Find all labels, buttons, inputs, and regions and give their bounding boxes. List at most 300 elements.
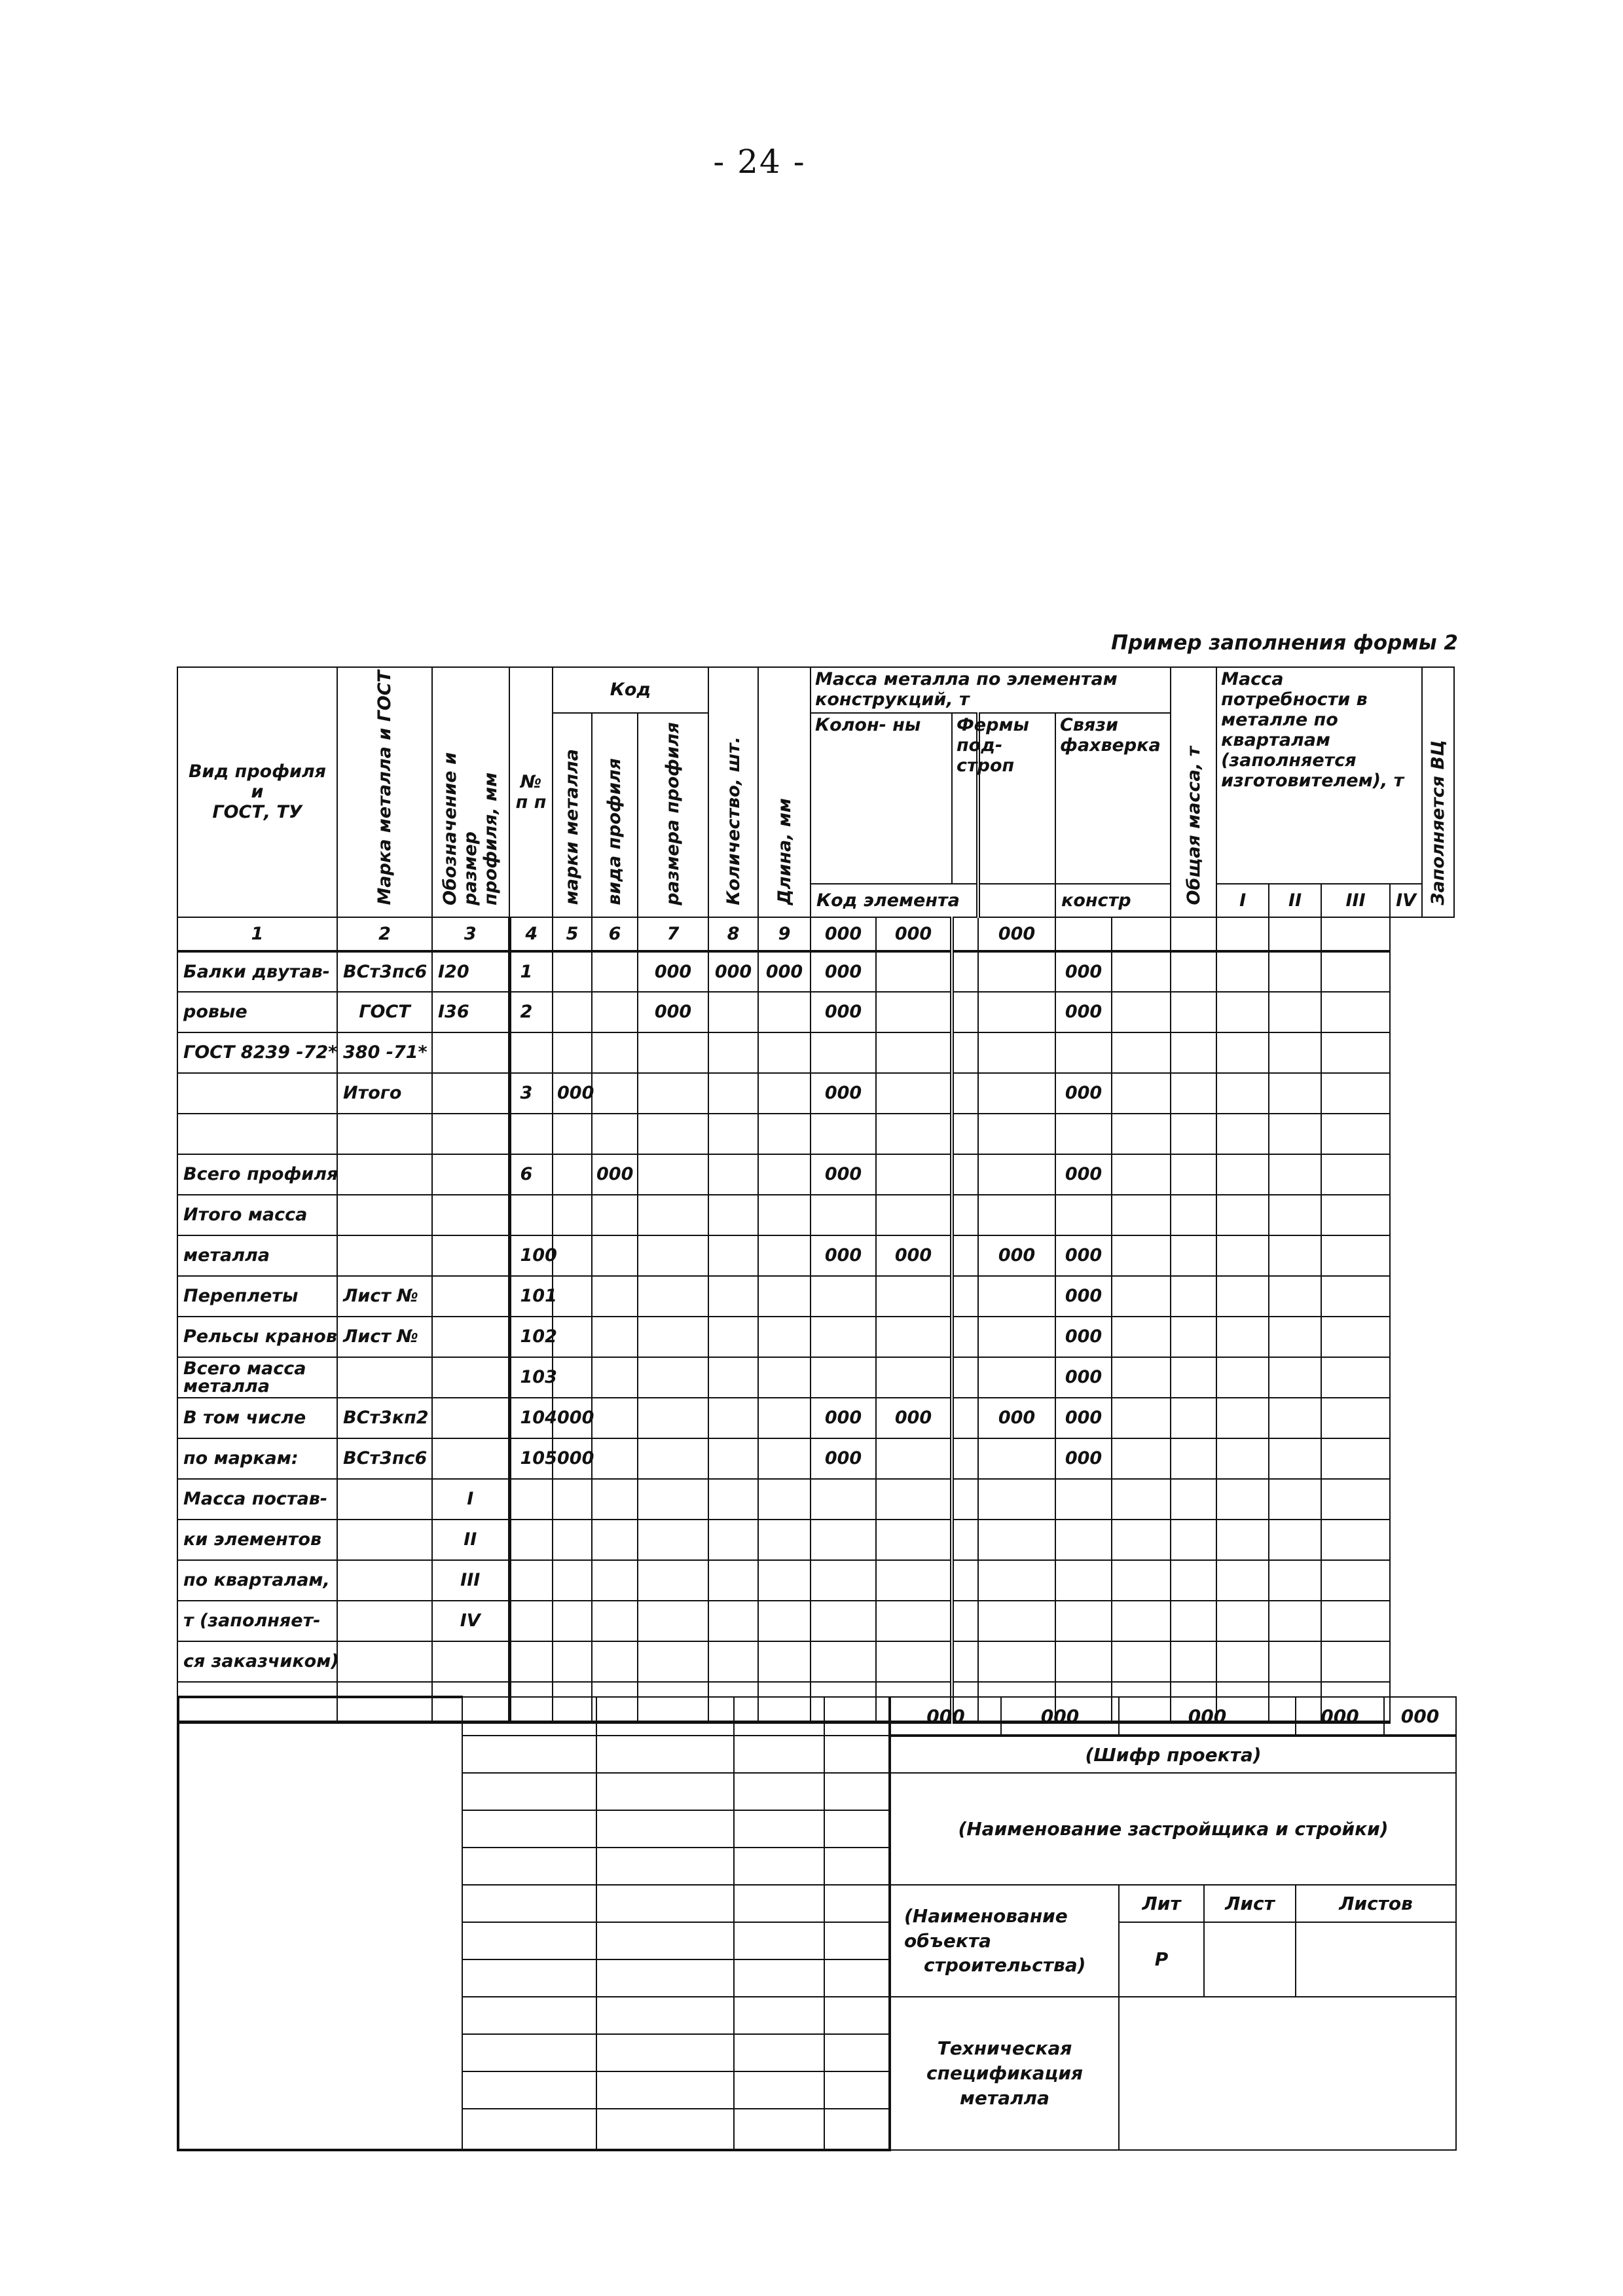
- change-cell: [734, 1959, 824, 1997]
- cell: [708, 1601, 758, 1641]
- table-row: [177, 1235, 1454, 1276]
- cell-total: 000: [1055, 1235, 1112, 1276]
- change-cell: [824, 2034, 890, 2071]
- cell: [1269, 951, 1321, 992]
- break-gap: [952, 992, 978, 1032]
- cell: [758, 1438, 811, 1479]
- cell: [708, 1195, 758, 1235]
- cell: [509, 1560, 553, 1601]
- header-quantity: Количество, шт.: [708, 667, 758, 917]
- cell: [432, 1317, 509, 1357]
- header-steel-grade: Марка металла и ГОСТ: [337, 667, 432, 917]
- cell: [758, 1073, 811, 1114]
- quarter-label: III: [432, 1560, 509, 1601]
- cell: [1321, 951, 1390, 992]
- break-gap: [952, 1520, 978, 1560]
- col-num: [1171, 917, 1216, 951]
- col-num: 000: [978, 917, 1055, 951]
- cell: [1216, 951, 1269, 992]
- break-gap: [952, 1032, 978, 1073]
- cell-metal-code: 000: [553, 1073, 592, 1114]
- row-label: Переплеты: [177, 1276, 337, 1317]
- cell: [758, 1317, 811, 1357]
- header-code-group: Код: [553, 667, 708, 713]
- cell: [978, 1195, 1055, 1235]
- cell: [1269, 1641, 1321, 1682]
- cell-columns: 000: [811, 1398, 876, 1438]
- steel-grade: Лист №: [337, 1317, 432, 1357]
- change-cell: [824, 2071, 890, 2109]
- change-cell: [824, 1773, 890, 1810]
- cell: [708, 1114, 758, 1154]
- cell: [592, 1195, 638, 1235]
- cell: [708, 1032, 758, 1073]
- table-row: [177, 1195, 1454, 1235]
- cell: [1269, 1520, 1321, 1560]
- cell: [1216, 992, 1269, 1032]
- cell: [811, 1641, 876, 1682]
- cell: [978, 1114, 1055, 1154]
- cell: [1112, 1438, 1171, 1479]
- cell: [876, 1154, 952, 1195]
- list-value: [1204, 1922, 1296, 1997]
- cell-total: 000: [1055, 1398, 1112, 1438]
- table-row: [177, 1317, 1454, 1357]
- cell: [432, 1154, 509, 1195]
- cell: [876, 1114, 952, 1154]
- cell: [1216, 1601, 1269, 1641]
- change-cell: [596, 1848, 734, 1885]
- cell: [553, 1641, 592, 1682]
- cell: [592, 951, 638, 992]
- cell-quantity: 000: [708, 951, 758, 992]
- cell: [592, 992, 638, 1032]
- cell: [1171, 951, 1216, 992]
- header-q3: III: [1321, 884, 1390, 917]
- cell: [1171, 1398, 1216, 1438]
- row-label: по маркам:: [177, 1438, 337, 1479]
- cell: [592, 1032, 638, 1073]
- cell-columns: 000: [811, 1154, 876, 1195]
- cell: [876, 1438, 952, 1479]
- quarter-label: I: [432, 1479, 509, 1520]
- header-profile-kind-line1: Вид профиля: [188, 761, 327, 782]
- header-total-mass: Общая масса, т: [1171, 667, 1216, 917]
- cell: [1269, 1032, 1321, 1073]
- cell: [978, 1560, 1055, 1601]
- cell: [638, 1520, 708, 1560]
- change-cell: [596, 1697, 734, 1736]
- cell-total: 000: [1055, 1276, 1112, 1317]
- cell: [638, 1641, 708, 1682]
- change-cell: [596, 1773, 734, 1810]
- cell: [592, 1601, 638, 1641]
- spec-title: [890, 1997, 1119, 2150]
- cell: [509, 1032, 553, 1073]
- cell: [592, 1235, 638, 1276]
- cell: [1055, 1479, 1112, 1520]
- cell: [1171, 1479, 1216, 1520]
- break-gap: [952, 1154, 978, 1195]
- cell: [1112, 1154, 1171, 1195]
- change-cell: [596, 1922, 734, 1959]
- cell: [1321, 1357, 1390, 1398]
- cell: [1112, 1560, 1171, 1601]
- cell-total: 000: [1055, 1154, 1112, 1195]
- cell: [638, 1317, 708, 1357]
- cell: [1321, 1479, 1390, 1520]
- change-cell: [596, 2109, 734, 2150]
- header-code-kind: вида профиля: [592, 713, 638, 917]
- cell: [553, 1032, 592, 1073]
- change-cell: [824, 1848, 890, 1885]
- cell: [509, 1641, 553, 1682]
- cell: [708, 1073, 758, 1114]
- cell-columns: 000: [811, 1438, 876, 1479]
- break-gap: [952, 951, 978, 992]
- cell: [978, 992, 1055, 1032]
- break-gap: [952, 1235, 978, 1276]
- lit-value: Р: [1119, 1922, 1204, 1997]
- header-profile-kind-line3: ГОСТ, ТУ: [212, 802, 302, 823]
- cell: [978, 1276, 1055, 1317]
- col-num: [1112, 917, 1171, 951]
- cell-trusses: 000: [876, 1235, 952, 1276]
- cell: [592, 1438, 638, 1479]
- cell: [1216, 1398, 1269, 1438]
- cell: [1216, 1641, 1269, 1682]
- row-number: 6: [509, 1154, 553, 1195]
- cell-trusses: 000: [876, 1398, 952, 1438]
- list-header: Лист: [1204, 1885, 1296, 1922]
- page-number: - 24 -: [713, 143, 806, 181]
- cell: [708, 1520, 758, 1560]
- table-row: [177, 1560, 1454, 1601]
- cell: [638, 1073, 708, 1114]
- header-element-code: Код элемента: [811, 884, 978, 917]
- row-label: по кварталам,: [177, 1560, 337, 1601]
- cell: [1269, 1195, 1321, 1235]
- cell: [758, 1235, 811, 1276]
- cell: [1216, 1520, 1269, 1560]
- organization-cell: [1119, 1997, 1456, 2150]
- cell: [1171, 992, 1216, 1032]
- cell-columns: 000: [811, 992, 876, 1032]
- cell: [978, 1317, 1055, 1357]
- row-number: 2: [509, 992, 553, 1032]
- col-num: [1055, 917, 1112, 951]
- cell: [1269, 1317, 1321, 1357]
- change-cell: [462, 1997, 596, 2034]
- change-cell: [462, 1922, 596, 1959]
- change-cell: [462, 1885, 596, 1922]
- header-code-size: размера профиля: [638, 713, 708, 917]
- cell: [811, 1114, 876, 1154]
- example-caption: Пример заполнения формы 2: [1111, 631, 1458, 655]
- cell: [1112, 1641, 1171, 1682]
- change-cell: [462, 1959, 596, 1997]
- change-cell: [596, 1736, 734, 1773]
- cell: [553, 951, 592, 992]
- cell: [553, 1114, 592, 1154]
- cell: [553, 1601, 592, 1641]
- cell: [708, 992, 758, 1032]
- cell: [1216, 1479, 1269, 1520]
- change-cell: [734, 1697, 824, 1736]
- table-row: [177, 1398, 1454, 1438]
- metal-specification-table: [177, 666, 1455, 1724]
- row-label-line1: Всего масса: [183, 1358, 306, 1379]
- cell: [1321, 1398, 1390, 1438]
- break-gap: [952, 1641, 978, 1682]
- cell: [553, 1520, 592, 1560]
- table-row: [177, 1357, 1454, 1398]
- header-break-gap-2: [978, 884, 1055, 917]
- cell: [432, 1357, 509, 1398]
- change-cell: [596, 1810, 734, 1848]
- cell: [758, 1276, 811, 1317]
- cell: [876, 1520, 952, 1560]
- table-row: [177, 1479, 1454, 1520]
- cell: [1171, 1154, 1216, 1195]
- header-trusses: Фермы под- строп: [952, 713, 978, 884]
- cell: [978, 951, 1055, 992]
- cell: [638, 1357, 708, 1398]
- cell: [1216, 1235, 1269, 1276]
- change-cell: [734, 1997, 824, 2034]
- row-number: 102: [509, 1317, 553, 1357]
- listov-header: Листов: [1296, 1885, 1456, 1922]
- col-num: 6: [592, 917, 638, 951]
- row-label: Всего профиля: [177, 1154, 337, 1195]
- col-num: 3: [432, 917, 509, 951]
- cell: [876, 1032, 952, 1073]
- break-gap: [952, 1073, 978, 1114]
- cell: [553, 1479, 592, 1520]
- col-num: 1: [177, 917, 337, 951]
- cell: [553, 1154, 592, 1195]
- break-gap: [952, 1438, 978, 1479]
- cell: [1171, 1073, 1216, 1114]
- cell: [1055, 1641, 1112, 1682]
- change-cell: [462, 1810, 596, 1848]
- total-cell: 000: [1384, 1697, 1456, 1736]
- cell: [337, 1154, 432, 1195]
- cell: [1112, 1235, 1171, 1276]
- row-number: 101: [509, 1276, 553, 1317]
- cell-kind-code: 000: [592, 1154, 638, 1195]
- cell: [1171, 1317, 1216, 1357]
- header-length: Длина, мм: [758, 667, 811, 917]
- cell: [1216, 1560, 1269, 1601]
- cell: [638, 1195, 708, 1235]
- cell: [811, 1032, 876, 1073]
- total-cell: 000: [1296, 1697, 1384, 1736]
- cell: [553, 992, 592, 1032]
- cell: [1269, 1235, 1321, 1276]
- header-bracing: Связи фахверка: [1055, 713, 1171, 884]
- row-number: 100: [509, 1235, 553, 1276]
- cell: [1171, 1276, 1216, 1317]
- cell: [811, 1520, 876, 1560]
- cell: [1112, 1398, 1171, 1438]
- cell: [876, 1317, 952, 1357]
- cell: [638, 1276, 708, 1317]
- row-label: Итого масса: [177, 1195, 337, 1235]
- cell: [1269, 1438, 1321, 1479]
- change-cell: [596, 1997, 734, 2034]
- developer-name: (Наименование застройщика и стройки): [890, 1773, 1456, 1885]
- header-q4: IV: [1390, 884, 1422, 917]
- listov-value: [1296, 1922, 1456, 1997]
- title-block-blank: [178, 1697, 462, 2150]
- cell: [1321, 1520, 1390, 1560]
- row-label: ровые: [177, 992, 337, 1032]
- profile-size: I36: [432, 992, 509, 1032]
- cell: [758, 992, 811, 1032]
- break-gap: [952, 1195, 978, 1235]
- header-row-number-sign: №: [520, 771, 542, 792]
- change-cell: [824, 1697, 890, 1736]
- cell: [1269, 1276, 1321, 1317]
- total-cell: 000: [1119, 1697, 1296, 1736]
- cell: [1269, 1479, 1321, 1520]
- change-cell: [462, 1697, 596, 1736]
- cell: [1216, 1317, 1269, 1357]
- cell: [758, 1114, 811, 1154]
- cell: [1112, 1357, 1171, 1398]
- header-row-number-pp: п п: [515, 792, 547, 812]
- break-gap: [952, 1601, 978, 1641]
- cell: [978, 1073, 1055, 1114]
- cell: [876, 1641, 952, 1682]
- cell: [177, 1114, 337, 1154]
- row-number: 105: [509, 1438, 553, 1479]
- cell: [509, 1601, 553, 1641]
- col-num: [1321, 917, 1390, 951]
- change-cell: [734, 2034, 824, 2071]
- cell: [1269, 1398, 1321, 1438]
- cell: [553, 1195, 592, 1235]
- cell-bracing: 000: [978, 1235, 1055, 1276]
- table-row: [177, 1520, 1454, 1560]
- cell: [592, 1398, 638, 1438]
- cell: [811, 1479, 876, 1520]
- cell: [553, 1560, 592, 1601]
- cell: [1112, 1195, 1171, 1235]
- cell: [758, 1154, 811, 1195]
- col-num: 9: [758, 917, 811, 951]
- break-gap: [952, 1317, 978, 1357]
- cell: [638, 1154, 708, 1195]
- col-num: 2: [337, 917, 432, 951]
- cell: [1171, 1032, 1216, 1073]
- col-num: [1269, 917, 1321, 951]
- cell: [638, 1438, 708, 1479]
- cell: [592, 1073, 638, 1114]
- cell: [553, 1317, 592, 1357]
- cell: [758, 1560, 811, 1601]
- cell: [1216, 1154, 1269, 1195]
- cell: [638, 1560, 708, 1601]
- cell: [1055, 1560, 1112, 1601]
- cell: [978, 1032, 1055, 1073]
- cell: [708, 1398, 758, 1438]
- cell: [758, 1601, 811, 1641]
- cell: [1269, 1601, 1321, 1641]
- cell: [758, 1032, 811, 1073]
- cell: [1112, 1073, 1171, 1114]
- cell: [1321, 1235, 1390, 1276]
- cell: [432, 1235, 509, 1276]
- quarter-label: II: [432, 1520, 509, 1560]
- change-cell: [462, 2034, 596, 2071]
- table-row: [177, 1438, 1454, 1479]
- col-num: 000: [811, 917, 876, 951]
- cell: [708, 1641, 758, 1682]
- cell: [638, 1114, 708, 1154]
- cell: [876, 1560, 952, 1601]
- cell: [811, 1560, 876, 1601]
- header-q2: II: [1269, 884, 1321, 917]
- cell: [432, 1114, 509, 1154]
- change-cell: [462, 2071, 596, 2109]
- cell: [1055, 1195, 1112, 1235]
- cell: [337, 1357, 432, 1398]
- break-gap: [952, 1560, 978, 1601]
- cell: [432, 1073, 509, 1114]
- cell: [592, 1114, 638, 1154]
- cell: [432, 1438, 509, 1479]
- row-label: ки элементов: [177, 1520, 337, 1560]
- cell: [876, 951, 952, 992]
- change-cell: [734, 1736, 824, 1773]
- cell-metal-code: 000: [553, 1438, 592, 1479]
- cell: [337, 1601, 432, 1641]
- change-cell: [462, 1736, 596, 1773]
- steel-grade: ВСт3пс6: [337, 1438, 432, 1479]
- cell-total: 000: [1055, 1438, 1112, 1479]
- cell: [1321, 1560, 1390, 1601]
- cell: [337, 1114, 432, 1154]
- col-num: 8: [708, 917, 758, 951]
- row-label: ся заказчиком): [177, 1641, 337, 1682]
- cell: [1269, 1073, 1321, 1114]
- cell: [553, 1235, 592, 1276]
- row-label: Рельсы кранов: [177, 1317, 337, 1357]
- cell: [1112, 951, 1171, 992]
- row-number: 103: [509, 1357, 553, 1398]
- cell: [758, 1195, 811, 1235]
- cell: [337, 1235, 432, 1276]
- cell: [1321, 992, 1390, 1032]
- cell: [509, 1479, 553, 1520]
- cell: [1321, 1317, 1390, 1357]
- cell: [876, 1073, 952, 1114]
- cell: [337, 1641, 432, 1682]
- cell: [978, 1357, 1055, 1398]
- profile-size: I20: [432, 951, 509, 992]
- break-gap: [952, 1357, 978, 1398]
- table-row: [177, 1032, 1454, 1073]
- cell: [509, 1114, 553, 1154]
- header-construction: констр: [1055, 884, 1171, 917]
- change-cell: [734, 1810, 824, 1848]
- cell-total: 000: [1055, 992, 1112, 1032]
- steel-grade: Лист №: [337, 1276, 432, 1317]
- cell: [708, 1560, 758, 1601]
- cell: [1112, 1032, 1171, 1073]
